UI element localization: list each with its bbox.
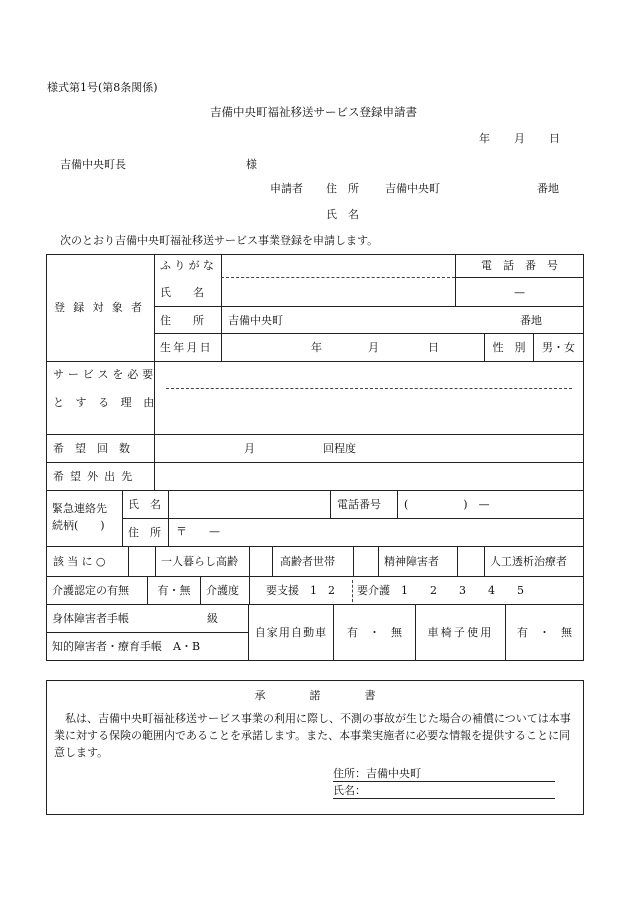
living-alone-label: 一人暮らし高齢 bbox=[161, 555, 238, 568]
gender-label: 性 別 bbox=[492, 341, 526, 354]
emergency-phone-label: 電話番号 bbox=[337, 498, 381, 511]
consent-body: 私は、吉備中央町福祉移送サービス事業の利用に際し、不測の事故が生じた場合の補償については本事業に対する保険の範囲内であることを承諾します。また、本事業実施者に必要な情報を提供することに同意します。 bbox=[54, 712, 571, 759]
addressee: 吉備中央町長 bbox=[60, 158, 126, 171]
phone-header: 電 話 番 号 bbox=[481, 259, 558, 272]
address-banchi: 番地 bbox=[520, 313, 542, 327]
reason-label-line2: とする理由 bbox=[53, 396, 166, 409]
applicant-address-label: 住 所 bbox=[326, 182, 359, 195]
support-need-options[interactable]: 要支援 1 2 bbox=[266, 584, 335, 597]
emergency-phone-value[interactable]: ( ) — bbox=[404, 498, 490, 511]
care-cert-label: 介護認定の有無 bbox=[52, 584, 129, 597]
mental-disability-label: 精神障害者 bbox=[384, 555, 439, 568]
wheelchair-value[interactable]: 有 ・ 無 bbox=[517, 626, 572, 639]
consent-title: 承 諾 書 bbox=[254, 689, 376, 702]
address-value: 吉備中央町 bbox=[228, 313, 283, 327]
dialysis-checkbox[interactable] bbox=[458, 547, 484, 576]
address-label: 住 所 bbox=[160, 313, 204, 327]
emergency-postal[interactable]: 〒 — bbox=[176, 524, 220, 538]
form-number: 様式第1号(第8条関係) bbox=[47, 81, 158, 94]
form-title: 吉備中央町福祉移送サービス登録申請書 bbox=[210, 105, 417, 119]
destination-label: 希望外出先 bbox=[53, 470, 139, 483]
applicant-address-banchi: 番地 bbox=[537, 182, 559, 195]
consent-address-label: 住所：吉備中央町 bbox=[333, 767, 421, 780]
frequency-month: 月 bbox=[244, 442, 255, 455]
birth-year: 年 bbox=[311, 341, 322, 354]
name-field[interactable] bbox=[227, 281, 451, 303]
emergency-address-label: 住 所 bbox=[128, 526, 161, 539]
intellectual-disability-label: 知的障害者・療育手帳 A・B bbox=[52, 640, 201, 653]
date-year: 年 bbox=[479, 132, 490, 145]
honorific: 様 bbox=[246, 158, 257, 171]
emergency-name-label: 氏 名 bbox=[128, 498, 161, 511]
wheelchair-label: 車椅子使用 bbox=[427, 626, 494, 639]
frequency-label: 希望回数 bbox=[53, 442, 141, 455]
gender-value[interactable]: 男・女 bbox=[542, 341, 575, 354]
elderly-household-checkbox[interactable] bbox=[250, 547, 272, 576]
mental-disability-checkbox[interactable] bbox=[354, 547, 378, 576]
reason-label-line1: サービスを必要 bbox=[53, 368, 157, 381]
consent-address-field[interactable] bbox=[377, 765, 555, 781]
date-day: 日 bbox=[549, 132, 560, 145]
date-month: 月 bbox=[514, 132, 525, 145]
physical-disability-grade: 級 bbox=[207, 612, 218, 625]
emergency-label-line2: 続柄( ) bbox=[52, 519, 105, 532]
consent-name-field[interactable] bbox=[357, 782, 555, 798]
intro-text: 次のとおり吉備中央町福祉移送サービス事業登録を申請します。 bbox=[60, 234, 379, 247]
name-label: 氏 名 bbox=[160, 285, 204, 299]
frequency-times: 回程度 bbox=[323, 442, 356, 455]
dialysis-label: 人工透析治療者 bbox=[490, 555, 567, 568]
consent-name-label: 氏名： bbox=[333, 784, 366, 797]
applicant-label: 申請者 bbox=[270, 182, 303, 195]
birthdate-label: 生年月日 bbox=[160, 341, 213, 354]
phone-field[interactable]: — bbox=[514, 285, 525, 299]
furigana-label: ふりがな bbox=[160, 259, 218, 272]
care-need-options[interactable]: 要介護 1 2 3 4 5 bbox=[357, 584, 524, 597]
own-car-label: 自家用自動車 bbox=[254, 626, 328, 639]
care-level-label: 介護度 bbox=[206, 584, 239, 597]
physical-disability-label: 身体障害者手帳 bbox=[52, 612, 129, 625]
applicant-address-town: 吉備中央町 bbox=[385, 182, 440, 195]
applicant-name-label: 氏 名 bbox=[326, 208, 359, 221]
destination-field[interactable] bbox=[160, 465, 576, 487]
birth-day: 日 bbox=[428, 341, 439, 354]
consent-box bbox=[46, 680, 584, 815]
emergency-label-line1: 緊急連絡先 bbox=[52, 502, 107, 515]
own-car-value[interactable]: 有 ・ 無 bbox=[347, 626, 402, 639]
birth-month: 月 bbox=[368, 341, 379, 354]
living-alone-checkbox[interactable] bbox=[129, 547, 155, 576]
applicable-label: 該当に○ bbox=[53, 555, 109, 568]
subject-label: 登録対象者 bbox=[54, 301, 151, 314]
elderly-household-label: 高齢者世帯 bbox=[280, 555, 335, 568]
furigana-field[interactable] bbox=[227, 260, 451, 276]
care-cert-value[interactable]: 有・無 bbox=[157, 584, 191, 597]
reason-field[interactable] bbox=[160, 365, 576, 429]
